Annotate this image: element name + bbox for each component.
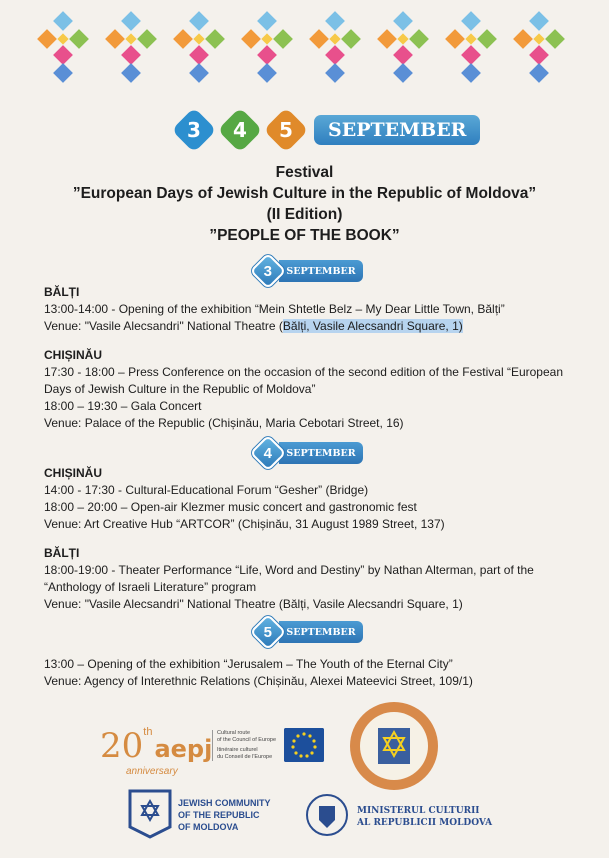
day-label: SEPTEMBER xyxy=(279,260,363,282)
month-label: SEPTEMBER xyxy=(314,115,480,145)
folk-motif-icon xyxy=(309,11,361,83)
day3-chisinau-section xyxy=(44,347,589,432)
folk-motif-icon xyxy=(37,11,89,83)
venue-text: Venue: "Vasile Alecsandri" National Theatre ( xyxy=(44,319,283,333)
day-header-5 xyxy=(255,619,363,645)
event-line: 18:00 – 20:00 – Open-air Klezmer music concert and gastronomic fest xyxy=(44,500,417,514)
aepj-anniversary-logo xyxy=(100,726,215,778)
coe-line: of the Council of Europe xyxy=(217,737,277,743)
date-header xyxy=(178,114,480,146)
venue-line: Venue: Art Creative Hub “ARTCOR” (Chișinău, 31 August 1989 Street, 137) xyxy=(44,517,445,531)
jewish-community-logo-icon xyxy=(126,787,174,839)
city-heading: CHIȘINĂU xyxy=(44,348,103,362)
event-line: “Anthology of Israeli Literature” program xyxy=(44,580,257,594)
day-badge-3 xyxy=(171,107,216,152)
city-heading: BĂLȚI xyxy=(44,285,80,299)
aepj-anniversary-label: anniversary xyxy=(126,766,178,777)
label-line: AL REPUBLICII MOLDOVA xyxy=(357,818,493,828)
day-label: SEPTEMBER xyxy=(279,442,363,464)
coe-line: Itinéraire culturel xyxy=(217,747,258,753)
day5-section xyxy=(44,656,589,690)
title-line: ”PEOPLE OF THE BOOK” xyxy=(209,227,400,244)
day-number: 4 xyxy=(233,117,247,142)
venue-line: Venue: Palace of the Republic (Chișinău, Maria Cebotari Street, 16) xyxy=(44,416,404,430)
folk-motif-icon xyxy=(105,11,157,83)
event-line: 13:00 – Opening of the exhibition “Jerusalem – The Youth of the Eternal City” xyxy=(44,657,453,671)
day-number: 5 xyxy=(279,117,293,142)
moldova-coat-of-arms-icon xyxy=(305,790,349,840)
day-label: SEPTEMBER xyxy=(279,621,363,643)
day4-balti-section xyxy=(44,545,589,613)
city-heading: CHIȘINĂU xyxy=(44,466,103,480)
day-header-4 xyxy=(255,440,363,466)
title-line: ”European Days of Jewish Culture in the Republic of Moldova” xyxy=(72,185,537,202)
event-line: 18:00-19:00 - Theater Performance “Life, Word and Destiny” by Nathan Alterman, part of the xyxy=(44,563,534,577)
council-of-europe-flag-icon xyxy=(284,728,324,762)
coe-cultural-route-text xyxy=(212,730,280,761)
venue-line: Venue: Agency of Interethnic Relations (Chișinău, Alexei Mateevici Street, 109/1) xyxy=(44,674,473,688)
ministry-label xyxy=(357,805,492,829)
day-number: 3 xyxy=(263,262,273,280)
coe-line: du Conseil de l'Europe xyxy=(217,754,273,760)
label-line: JEWISH COMMUNITY xyxy=(178,798,271,808)
aepj-suffix: th xyxy=(143,726,153,738)
aepj-number: 20 xyxy=(100,726,144,766)
folk-motif-icon xyxy=(513,11,565,83)
folk-motif-icon xyxy=(241,11,293,83)
event-line: 17:30 - 18:00 – Press Conference on the occasion of the second edition of the Festival “European xyxy=(44,365,563,379)
venue-line xyxy=(44,318,589,335)
folk-motif-icon xyxy=(377,11,429,83)
jewish-community-label xyxy=(178,797,271,833)
day3-balti-section xyxy=(44,284,589,335)
sponsor-logos xyxy=(0,700,609,858)
day-header-3 xyxy=(255,258,363,284)
event-line: 14:00 - 17:30 - Cultural-Educational Forum “Gesher” (Bridge) xyxy=(44,483,369,497)
event-line: Days of Jewish Culture in the Republic of Moldova” xyxy=(44,382,316,396)
festival-title xyxy=(0,162,609,246)
title-line: Festival xyxy=(275,164,334,181)
label-line: OF THE REPUBLIC xyxy=(178,810,260,820)
day-badge-4 xyxy=(217,107,262,152)
label-line: MINISTERUL CULTURII xyxy=(357,806,480,816)
venue-highlighted-text: Bălți, Vasile Alecsandri Square, 1) xyxy=(282,319,463,333)
event-line: 13:00-14:00 - Opening of the exhibition “Mein Shtetle Belz – My Dear Little Town, Bălți” xyxy=(44,302,505,316)
folk-motif-icon xyxy=(445,11,497,83)
ornament-band xyxy=(30,8,578,88)
venue-line: Venue: "Vasile Alecsandri" National Theatre (Bălți, Vasile Alecsandri Square, 1) xyxy=(44,597,463,611)
day-number: 5 xyxy=(263,623,273,641)
folk-motif-icon xyxy=(173,11,225,83)
event-line: 18:00 – 19:30 – Gala Concert xyxy=(44,399,202,413)
day-number: 4 xyxy=(263,444,273,462)
festival-seal-icon xyxy=(348,700,440,792)
coe-line: Cultural route xyxy=(217,730,251,736)
aepj-brand: aepj xyxy=(154,735,213,763)
day-number: 3 xyxy=(187,117,201,142)
label-line: OF MOLDOVA xyxy=(178,822,239,832)
city-heading: BĂLȚI xyxy=(44,546,80,560)
day-badge-5 xyxy=(263,107,308,152)
day4-chisinau-section xyxy=(44,465,589,533)
day-badge xyxy=(250,614,287,651)
title-line: (II Edition) xyxy=(266,206,343,223)
